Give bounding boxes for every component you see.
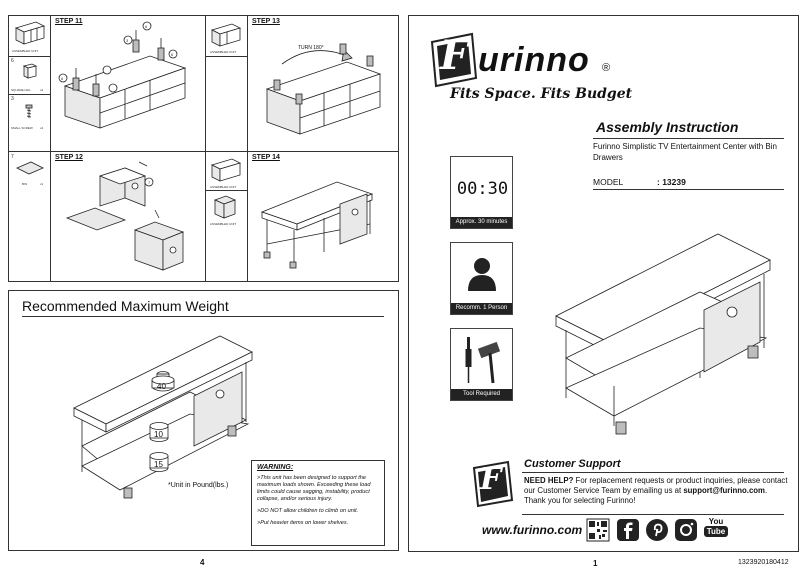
tool-caption: Tool Required — [451, 389, 512, 400]
step11-callout-2: 3 — [126, 38, 129, 43]
weight-top-value: 40 — [157, 382, 166, 391]
warning-title: WARNING: — [257, 464, 294, 471]
pinterest-icon[interactable] — [646, 519, 668, 541]
step14-part-divider — [205, 190, 247, 191]
step11-callout-1: 6 — [145, 24, 148, 29]
step14-part-assembled-label: ASSEMBLED UNIT — [210, 185, 237, 189]
person-icon — [465, 257, 499, 293]
step-14-label: STEP 14 — [252, 154, 280, 161]
step13-part-divider — [205, 56, 247, 57]
step11-part-divider-2 — [8, 94, 50, 95]
right-page-number: 1 — [593, 559, 598, 568]
support-text-1: For replacement requests or product inquiries, please contact our Customer Service Team by emailing us at — [524, 476, 788, 496]
step11-part-assembled-label: ASSEMBLED UNIT — [12, 49, 39, 53]
document-code: 1323920180412 — [738, 559, 789, 566]
square-leg-qty: x4 — [40, 88, 44, 92]
step13-diagram — [252, 34, 397, 146]
turn-180-note: TURN 180° — [298, 45, 324, 51]
weight-title-underline — [22, 316, 384, 317]
small-screw-qty: x4 — [40, 126, 44, 130]
time-caption: Approx. 30 minutes — [451, 217, 512, 228]
assembly-title: Assembly Instruction — [596, 119, 739, 135]
warning-box — [251, 460, 385, 546]
step-12-label: STEP 12 — [55, 154, 83, 161]
step14-part-bin-icon — [212, 194, 238, 220]
bin-sheet-icon — [15, 160, 45, 178]
step12-diagram — [55, 158, 200, 278]
cover-product-illustration — [552, 230, 774, 440]
footer-divider — [522, 514, 784, 515]
step13-part-assembled-icon — [210, 22, 242, 48]
model-underline — [593, 189, 784, 190]
website-link[interactable]: www.furinno.com — [482, 523, 583, 537]
step11-part-6-number: 6 — [11, 58, 14, 64]
brand-name: urinno — [478, 41, 590, 79]
grid-divider-h — [8, 151, 399, 152]
step12-part-7-number: 7 — [11, 154, 14, 160]
weight-diagram — [70, 330, 260, 500]
person-box — [450, 242, 513, 315]
youtube-you: You — [708, 517, 724, 526]
square-leg-icon — [22, 62, 38, 80]
step13-part-assembled-label: ASSEMBLED UNIT — [210, 50, 237, 54]
qr-code-icon[interactable] — [587, 519, 609, 541]
youtube-icon[interactable] — [704, 517, 728, 537]
facebook-icon[interactable] — [617, 519, 639, 541]
logo-letter-f: F — [440, 32, 469, 79]
step11-part-assembled-icon — [14, 20, 46, 46]
step11-diagram — [55, 26, 200, 146]
brand-tagline: Fits Space. Fits Budget — [450, 86, 633, 102]
weight-shelf-value: 10 — [154, 430, 163, 439]
support-title-underline — [522, 472, 784, 473]
small-screw-label: SMALL SCREW — [11, 126, 33, 130]
assembly-title-underline — [593, 138, 784, 139]
step14-part-bin-label: ASSEMBLED UNIT — [210, 222, 237, 226]
registered-mark: ® — [602, 62, 611, 74]
support-email-link[interactable]: support@furinno.com — [683, 486, 765, 496]
product-name: Furinno Simplistic TV Entertainment Center with Bin Drawers — [593, 142, 777, 162]
support-title: Customer Support — [524, 458, 621, 470]
small-screw-icon — [22, 104, 36, 120]
youtube-tube: Tube — [704, 526, 728, 537]
step14-diagram — [252, 164, 397, 276]
person-caption: Recomm. 1 Person — [451, 303, 512, 314]
support-logo-letter: F — [480, 462, 502, 497]
warning-line-2: >DO NOT allow children to climb on unit. — [257, 507, 359, 514]
step11-callout-4: 6 — [61, 76, 64, 81]
bin-qty: x1 — [40, 182, 44, 186]
weight-unit-note: *Unit in Pound(lbs.) — [168, 482, 229, 489]
support-text — [524, 476, 788, 506]
model-value: : 13239 — [657, 177, 686, 187]
left-page-number: 4 — [200, 558, 205, 567]
support-text-2: . Thank you for selecting Furinno! — [524, 486, 768, 506]
square-leg-label: SQUARE LEG — [11, 88, 31, 92]
step11-part-divider-1 — [8, 56, 50, 57]
step11-callout-3: 6 — [171, 52, 174, 57]
warning-line-3: >Put heavier items on lower shelves. — [257, 519, 349, 526]
time-box — [450, 156, 513, 229]
instagram-icon[interactable] — [675, 519, 697, 541]
support-lead: NEED HELP? — [524, 476, 574, 485]
weight-title: Recommended Maximum Weight — [22, 298, 229, 314]
timer-display: 00:30 — [456, 179, 509, 199]
screwdriver-hammer-icon — [459, 335, 505, 385]
warning-line-1: >This unit has been designed to support the maximum loads shown. Exceeding these load limits could cause sagging, instability, product collapse, and/or serious injury. — [257, 475, 371, 502]
step12-callout: 7 — [148, 180, 151, 185]
tool-box — [450, 328, 513, 401]
step-13-label: STEP 13 — [252, 18, 280, 25]
model-label: MODEL — [593, 177, 624, 187]
step-11-label: STEP 11 — [55, 18, 83, 25]
step14-part-assembled-icon — [210, 157, 242, 183]
weight-bottom-value: 15 — [154, 460, 163, 469]
step11-part-3-number: 3 — [11, 96, 14, 102]
bin-label: BIN — [22, 182, 28, 186]
